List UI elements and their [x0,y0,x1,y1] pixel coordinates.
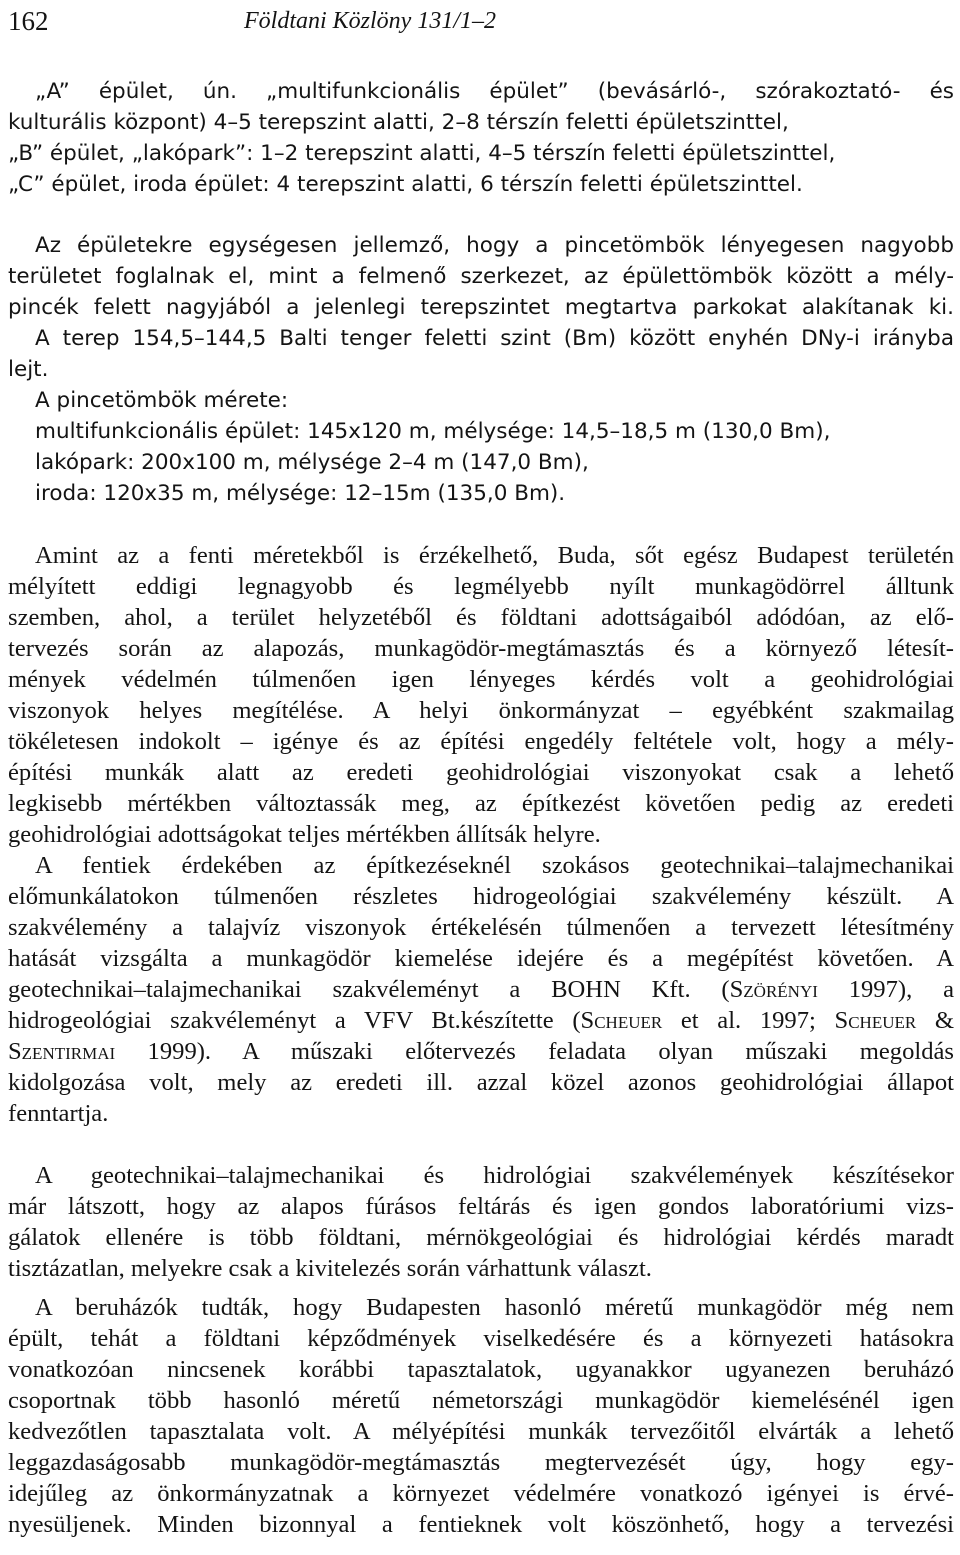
paragraph-line: nyesüljenek. Minden bizonnyal a fentieknek volt köszönhető, hogy a tervezési [8,1511,954,1538]
paragraph-line: A geotechnikai–talajmechanikai és hidrológiai szakvélemények készítésekor [35,1162,954,1189]
paragraph-line: szakvélemény a talajvíz viszonyok értékelésén túlmenően a tervezett létesítmény [8,914,954,941]
paragraph-line: tisztázatlan, melyekre csak a kivitelezés során várhattunk választ. [8,1255,652,1282]
pit-size-item: iroda: 120x35 m, mélysége: 12–15m (135,0 Bm). [35,481,566,506]
paragraph-line: szemben, ahol, a terület helyzetéből és földtani adottságaiból adódóan, az elő- [8,604,954,631]
citation-author: Szörényi [729,976,818,1003]
paragraph-line: tökéletesen indokolt – igénye és az építési engedély feltétele volt, hogy a mély- [8,728,954,755]
paragraph-line: tervezés során az alapozás, munkagödör-megtámasztás és a környező létesít- [8,635,954,662]
paragraph-amint [8,540,954,850]
citation-author: Scheuer [834,1007,917,1034]
paragraph-line: vonatkozóan nincsenek korábbi tapasztalatok, ugyanakkor ugyanezen beruházó [8,1356,954,1383]
paragraph-line: legkisebb mértékben változtassák meg, az építkezést követően pedig az eredeti [8,790,954,817]
paragraph-line: pincék felett nagyjából a jelenlegi terepszintet megtartva parkokat alakítanak ki. [8,295,954,320]
building-list-line: „B” épület, „lakópark”: 1–2 terepszint alatti, 4–5 térszín feletti épületszinttel, [8,141,836,166]
paragraph-line: épült, tehát a földtani képződmények viselkedésére és a környezeti hatásokra [8,1325,954,1352]
paragraph-line: kedvezőtlen tapasztalata volt. A mélyépítési munkák tervezőitől elvárták a lehető [8,1418,954,1445]
building-list-line: kulturális központ) 4–5 terepszint alatti, 2–8 térszín feletti épületszinttel, [8,110,789,135]
paragraph-line: Szentirmai 1999). A műszaki előtervezés feladata olyan műszaki megoldás [8,1038,954,1065]
paragraph-line: előmunkálatokon túlmenően részletes hidrogeológiai szakvélemény készült. A [8,883,954,910]
citation-author: Szentirmai [8,1038,116,1065]
paragraph-line: Az épületekre egységesen jellemző, hogy a pincetömbök lényegesen nagyobb [35,233,954,258]
paragraph-beruhazok [8,1292,954,1540]
paragraph-line: mények védelmén túlmenően igen lényeges kérdés volt a geohidrológiai [8,666,954,693]
paragraph-line: leggazdaságosabb munkagödör-megtámasztás megtervezését úgy, hogy egy- [8,1449,954,1476]
pit-sizes-title: A pincetömbök mérete: [35,388,289,413]
paragraph-line: csoportnak több hasonló méretű németországi munkagödör kiemelésénél igen [8,1387,954,1414]
building-list [8,76,954,200]
paragraph-line: viszonyok helyes megítélése. A helyi önkormányzat – egyébként szakmailag [8,697,954,724]
paragraph-line: területet foglalnak el, mint a felmenő szerkezet, az épülettömbök között a mély- [8,264,954,289]
building-list-line: „A” épület, ún. „multifunkcionális épület” (bevásárló-, szórakoztató- és [35,79,954,104]
paragraph-line: kidolgozása volt, mely az eredeti ill. azzal közel azonos geohidrológiai állapot [8,1069,954,1096]
paragraph-line: idejűleg az önkormányzatnak a környezet védelmére vonatkozó igényei is érvé- [8,1480,954,1507]
paragraph-line: gálatok ellenére is több földtani, mérnökgeológiai és hidrológiai kérdés maradt [8,1224,954,1251]
paragraph-line: építési munkák alatt az eredeti geohidrológiai viszonyokat csak a lehető [8,759,954,786]
paragraph-line: A terep 154,5–144,5 Balti tenger feletti szint (Bm) között enyhén DNy-i irányba [35,326,954,351]
journal-title: Földtani Közlöny 131/1–2 [244,8,496,34]
pit-size-item: lakópark: 200x100 m, mélysége 2–4 m (147,0 Bm), [35,450,589,475]
paragraph-geotech [8,1160,954,1284]
paragraph-line: hidrogeológiai szakvéleményt a VFV Bt.készítette (Scheuer et al. 1997; Scheuer & [8,1007,954,1034]
pit-size-item: multifunkcionális épület: 145x120 m, mélysége: 14,5–18,5 m (130,0 Bm), [35,419,831,444]
paragraph-line: fenntartja. [8,1100,109,1127]
paragraph-line: lejt. [8,357,49,382]
citation-author: Scheuer [580,1007,663,1034]
paragraph-line: már látszott, hogy az alapos fúrásos feltárás és igen gondos laboratóriumi vizs- [8,1193,954,1220]
paragraph-pit-blocks [8,230,954,509]
paragraph-line: geohidrológiai adottságokat teljes mértékben állítsák helyre. [8,821,601,848]
paragraph-line: A beruházók tudták, hogy Budapesten hasonló méretű munkagödör még nem [35,1294,954,1321]
page-header [8,2,952,42]
building-list-line: „C” épület, iroda épület: 4 terepszint alatti, 6 térszín feletti épületszinttel. [8,172,803,197]
page-number: 162 [8,6,49,36]
paragraph-line: geotechnikai–talajmechanikai szakvéleményt a BOHN Kft. (Szörényi 1997), a [8,976,954,1003]
paragraph-line: Amint az a fenti méretekből is érzékelhető, Buda, sőt egész Budapest területén [35,542,954,569]
paragraph-line: mélyített eddigi legnagyobb és legmélyebb nyílt munkagödörrel álltunk [8,573,954,600]
paragraph-line: A fentiek érdekében az építkezéseknél szokásos geotechnikai–talajmechanikai [35,852,954,879]
paragraph-line: hatását vizsgálta a munkagödör kiemelése idejére és a megépítést követően. A [8,945,954,972]
paragraph-fentiek [8,850,954,1129]
